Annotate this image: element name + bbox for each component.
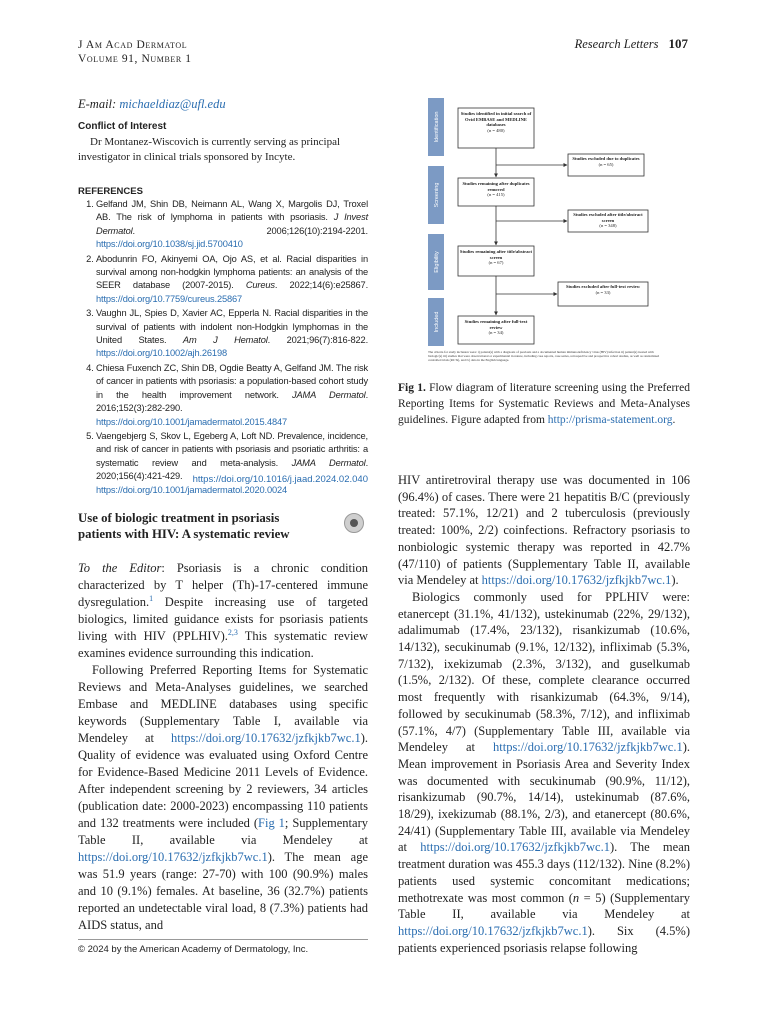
figure-label: Fig 1.: [398, 382, 426, 394]
mendeley-link[interactable]: https://doi.org/10.17632/jzfkjkb7wc.1: [493, 740, 683, 755]
box-text: Studies remaining after title/abstract screen: [459, 249, 533, 260]
paragraph: To the Editor: Psoriasis is a chronic condition characterized by T helper (Th)-17-centered immune dysregulation.$^1$ Despite increasing use of targeted biologics, limited guidance exists for psoriasis patients living with HIV (PPLHIV).$^{2,3}$ This systematic review examines evidence surrounding this indication.: [78, 561, 368, 660]
reference-doi-link[interactable]: https://doi.org/10.1002/ajh.26198: [96, 348, 227, 359]
box-text: Studies excluded after full-text review: [565, 284, 641, 289]
coi-text: Dr Montanez-Wiscovich is currently serving as principal investigator in clinical trials sponsored by Incyte.: [78, 136, 341, 163]
crossmark-icon[interactable]: [344, 513, 364, 533]
article-doi: [78, 474, 368, 485]
reference-item: 1. Gelfand JM, Shin DB, Neimann AL, Wang X, Margolis DJ, Troxel AB. The risk of lymphoma in patients with psoriasis. J Invest Dermatol. 2006;126(10):2194-2201. https://doi.org/10.1038/sj.jid.5700410: [96, 198, 368, 252]
reference-doi-link[interactable]: https://doi.org/10.1001/jamadermatol.2015.4847: [96, 416, 288, 427]
prisma-flow-diagram: [428, 98, 661, 370]
box-text: Studies identified in initial search of Ovid EMBASE and MEDLINE databases: [460, 111, 532, 128]
page-number: 107: [668, 36, 688, 51]
box-text: Studies excluded after title/abstract screen: [573, 212, 643, 223]
figure-ref-link[interactable]: Fig 1: [258, 816, 285, 830]
references-heading: REFERENCES: [78, 186, 143, 197]
box-text: Studies excluded due to duplicates: [572, 156, 640, 161]
section-name: Research Letters: [574, 37, 659, 51]
mendeley-link[interactable]: https://doi.org/10.17632/jzfkjkb7wc.1: [78, 850, 268, 864]
box-text: Studies remaining after duplicates removed: [462, 181, 530, 192]
journal-name: J Am Acad Dermatol: [78, 39, 188, 51]
box-count: (n = 67): [488, 260, 504, 266]
stage-label: Identification: [434, 111, 440, 143]
page-header-right: [575, 36, 688, 52]
reference-doi-link[interactable]: https://doi.org/10.1038/sj.jid.5700410: [96, 239, 243, 250]
copyright: © 2024 by the American Academy of Dermatology, Inc.: [78, 944, 309, 955]
box-text: Studies remaining after full-text review: [464, 319, 528, 330]
author-email: E-mail: michaeldiaz@ufl.edu: [78, 97, 226, 111]
box-count: (n = 34): [488, 330, 504, 336]
journal-running-head: [78, 38, 192, 66]
box-count: (n = 480): [487, 127, 505, 133]
reference-item: 4. Chiesa Fuxench ZC, Shin DB, Ogdie Beatty A, Gelfand JM. The risk of cancer in patients with psoriasis: a population-based cohort study in the health improvement network. JAMA Dermatol. 2016;152(3):282-290. https://doi.org/10.1001/jamadermatol.2015.4847: [96, 362, 368, 429]
reference-item: 2. Abodunrin FO, Akinyemi OA, Ojo AS, et al. Racial disparities in survival among non-hodgkin lymphoma patients: an analysis of the SEER database (2007-2015). Cureus. 2022;14(6):e25867. https://doi.org/10.7759/cureus.25867: [96, 253, 368, 307]
reference-item: 5. Vaengebjerg S, Skov L, Egeberg A, Loft ND. Prevalence, incidence, and risk of cancer in patients with psoriasis and psoriatic arthritis: a systematic review and meta-analysis. JAMA Dermatol. 2020;156(4):421-429. https://doi.org/10.1001/jamadermatol.2020.0024: [96, 430, 368, 497]
journal-volume: Volume 91, Number 1: [78, 53, 192, 65]
figure-caption: Fig 1. Flow diagram of literature screening using the Preferred Reporting Items for Systematic Reviews and Meta-Analyses guidelines. Figure adapted from http://prisma-statement.org.: [398, 382, 690, 426]
mendeley-link[interactable]: https://doi.org/10.17632/jzfkjkb7wc.1: [171, 731, 361, 745]
box-count: (n = 65): [598, 161, 614, 167]
article-doi-link[interactable]: https://doi.org/10.1016/j.jaad.2024.02.040: [192, 474, 368, 485]
footer-divider: [78, 939, 368, 940]
citation-link[interactable]: 2,3: [227, 627, 238, 637]
stage-label: Included: [434, 311, 440, 333]
paragraph: Following Preferred Reporting Items for Systematic Reviews and Meta-Analyses guidelines, we searched Embase and MEDLINE databases using specific keywords (Supplementary Table I, available via Mendeley at https://doi.org/10.17632/jzfkjkb7wc.1). Quality of evidence was evaluated using Oxford Centre for Evidence-Based Medicine 2011 Levels of Evidence. After independent screening by 2 reviewers, 34 articles (publication date: 2000-2023) encompassing 110 patients and 132 treatments were included (Fig 1; Supplementary Table II, available via Mendeley at https://doi.org/10.17632/jzfkjkb7wc.1). The mean age was 51.9 years (range: 27-70) with 100 (90.9%) males and 10 (9.1%) females. At baseline, 36 (32.7%) patients reported an undetectable viral load, 8 (7.3%) patients had AIDS status, and: [78, 663, 368, 932]
article-body-right: [398, 472, 690, 956]
mendeley-link[interactable]: https://doi.org/10.17632/jzfkjkb7wc.1: [420, 840, 610, 855]
coi-heading: Conflict of Interest: [78, 121, 167, 132]
article-title: Use of biologic treatment in psoriasis patients with HIV: A systematic review: [78, 511, 290, 541]
email-link[interactable]: michaeldiaz@ufl.edu: [119, 97, 226, 111]
box-count: (n = 348): [599, 223, 617, 229]
inclusion-criteria: The criteria for study inclusion were: i) patient(s) with a diagnosis of psoriasis and a documented human immunodeficiency virus (HIV) infection ii) patient(s) treated with biologic(s) iii) studies that were observational or experimental in nature, including case reports, case series, retrospective and prospective cohort studies, as well as randomized controlled trials (RCTs), and iv) data in the English language.: [428, 350, 660, 362]
stage-label: Eligibility: [434, 251, 440, 273]
mendeley-link[interactable]: https://doi.org/10.17632/jzfkjkb7wc.1: [398, 923, 588, 938]
box-count: (n = 415): [487, 192, 505, 198]
paragraph: HIV antiretroviral therapy use was documented in 106 (96.4%) of cases. There were 21 hepatitis B/C (previously treated: 57.1%, 12/21) and 2 tuberculosis (previously treated: 100%, 2/2) coinfections. Refractory psoriasis to nonbiologic systemic therapy was reported in 42.7% (47/110) of patients (Supplementary Table II, available via Mendeley at https://doi.org/10.17632/jzfkjkb7wc.1).: [398, 473, 690, 588]
citation-link[interactable]: 1: [149, 593, 154, 603]
reference-doi-link[interactable]: https://doi.org/10.7759/cureus.25867: [96, 293, 243, 304]
prisma-link[interactable]: http://prisma-statement.org: [547, 414, 673, 426]
box-count: (n = 33): [595, 289, 611, 295]
article-body-left: [78, 560, 368, 934]
mendeley-link[interactable]: https://doi.org/10.17632/jzfkjkb7wc.1: [481, 573, 672, 588]
paragraph: Biologics commonly used for PPLHIV were: etanercept (31.1%, 41/132), ustekinumab (22%, 29/132), adalimumab (17.4%, 23/132), risankizumab (10.6%, 14/132), secukinumab (9.1%, 12/132), infliximab (5.3%, 7/132), ixekizumab (2.3%, 3/132), and guselkumab (1.5%, 2/132). Of these, complete clearance occurred most frequently with risankizumab (64.3%, 9/14), followed by secukinumab (58.3%, 7/12), and infliximab (57.1%, 4/7) (Supplementary Table III, available via Mendeley at https://doi.org/10.17632/jzfkjkb7wc.1). Mean improvement in Psoriasis Area and Severity Index was documented with secukinumab (90.9%, 11/12), risankizumab (90.7%, 14/14), ustekinumab (87.6%, 18/29), ixekizumab (88.1%, 2/3), and etanercept (80.6%, 24/41) (Supplementary Table III, available via Mendeley at https://doi.org/10.17632/jzfkjkb7wc.1). The mean treatment duration was 455.3 days (112/132). Nine (8.2%) patients used systemic concomitant medications; methotrexate was most common (n = 5) (Supplementary Table II, available via Mendeley at https://doi.org/10.17632/jzfkjkb7wc.1). Six (4.5%) patients experienced psoriasis relapse following: [398, 589, 690, 955]
reference-doi-link[interactable]: https://doi.org/10.1001/jamadermatol.2020.0024: [96, 484, 288, 495]
reference-item: 3. Vaughn JL, Spies D, Xavier AC, Epperla N. Racial disparities in the survival of patients with indolent non-Hodgkin lymphomas in the United States. Am J Hematol. 2021;96(7):816-822. https://doi.org/10.1002/ajh.26198: [96, 307, 368, 361]
stage-label: Screening: [434, 182, 440, 208]
reference-list: [78, 198, 368, 498]
